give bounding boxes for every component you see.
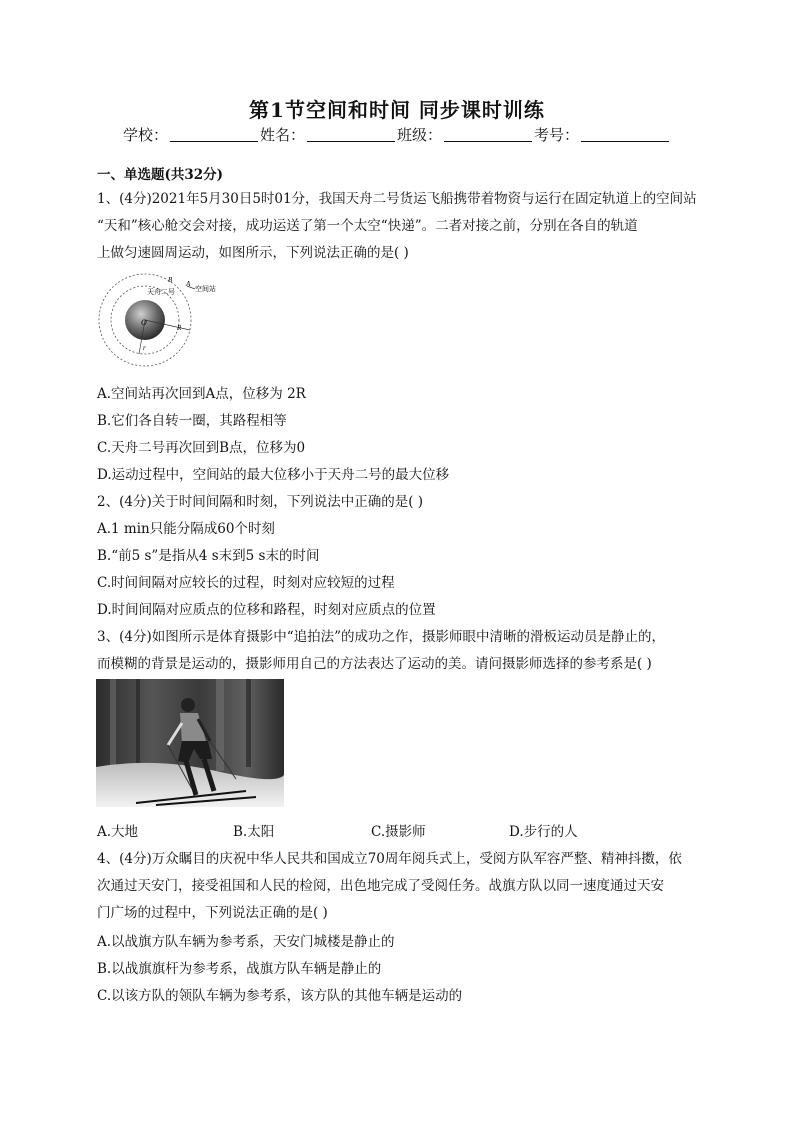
q4-option-b[interactable]: B.以战旗旗杆为参考系，战旗方队车辆是静止的 xyxy=(97,961,382,977)
label-B: B xyxy=(168,276,173,284)
name-label: 姓名： xyxy=(259,126,305,144)
name-blank[interactable] xyxy=(307,127,395,142)
section-title: 一、单选题(共32分) xyxy=(97,167,224,183)
q1-option-c[interactable]: C.天舟二号再次回到B点，位移为0 xyxy=(97,440,306,456)
q2-stem: 2、(4分)关于时间间隔和时刻，下列说法中正确的是( ) xyxy=(97,494,424,510)
school-blank[interactable] xyxy=(170,127,258,142)
class-label: 班级： xyxy=(397,126,443,144)
label-tianzhou: 天舟二号 xyxy=(147,288,175,296)
q3-option-c[interactable]: C.摄影师 xyxy=(371,824,426,840)
label-r: r xyxy=(143,344,146,352)
q4-option-a[interactable]: A.以战旗方队车辆为参考系，天安门城楼是静止的 xyxy=(97,934,395,950)
q1-option-b[interactable]: B.它们各自转一圈，其路程相等 xyxy=(97,413,287,429)
q4-stem-line-3: 门广场的过程中，下列说法正确的是( ) xyxy=(97,905,328,921)
label-R: R xyxy=(177,324,182,332)
skier-photo xyxy=(96,679,284,807)
q2-option-b[interactable]: B.“前5 s”是指从4 s末到5 s末的时间 xyxy=(97,548,320,564)
exam-number-blank[interactable] xyxy=(581,127,669,142)
q2-option-c[interactable]: C.时间间隔对应较长的过程，时刻对应较短的过程 xyxy=(97,575,395,591)
q1-stem-line-2: “天和”核心舱交会对接，成功运送了第一个太空“快递”。二者对接之前，分别在各自的轨道 xyxy=(97,218,638,234)
q4-stem-line-2: 次通过天安门，接受祖国和人民的检阅，出色地完成了受阅任务。战旗方队以同一速度通过天安 xyxy=(97,878,664,894)
label-station: 空间站 xyxy=(195,285,216,293)
q1-stem-line-1: 1、(4分)2021年5月30日5时01分，我国天舟二号货运飞船携带着物资与运行在固定轨道上的空间站 xyxy=(97,191,697,207)
q2-option-d[interactable]: D.时间间隔对应质点的位移和路程，时刻对应质点的位置 xyxy=(97,602,436,618)
q2-option-a[interactable]: A.1 min只能分隔成60个时刻 xyxy=(97,521,275,537)
q3-option-d[interactable]: D.步行的人 xyxy=(509,824,578,840)
q3-stem-line-2: 而模糊的背景是运动的，摄影师用自己的方法表达了运动的美。请问摄影师选择的参考系是( ) xyxy=(97,656,652,672)
q1-option-a[interactable]: A.空间站再次回到A点，位移为 2R xyxy=(97,386,306,402)
q3-option-b[interactable]: B.太阳 xyxy=(233,824,275,840)
orbit-diagram xyxy=(97,270,216,370)
q1-option-d[interactable]: D.运动过程中，空间站的最大位移小于天舟二号的最大位移 xyxy=(97,467,450,483)
q4-option-c[interactable]: C.以该方队的领队车辆为参考系，该方队的其他车辆是运动的 xyxy=(97,988,463,1004)
label-O: O xyxy=(141,318,147,327)
label-A: A xyxy=(186,280,191,288)
q3-option-a[interactable]: A.大地 xyxy=(97,824,139,840)
page-title: 第1节空间和时间 同步课时训练 xyxy=(249,98,545,122)
student-info-line xyxy=(0,124,794,145)
q3-stem-line-1: 3、(4分)如图所示是体育摄影中“追拍法”的成功之作，摄影师眼中清晰的滑板运动员是静止的， xyxy=(97,629,666,645)
q4-stem-line-1: 4、(4分)万众瞩目的庆祝中华人民共和国成立70周年阅兵式上，受阅方队军容严整、精神抖擞，依 xyxy=(97,851,682,867)
q1-stem-line-3: 上做匀速圆周运动，如图所示，下列说法正确的是( ) xyxy=(97,245,409,261)
school-label: 学校： xyxy=(122,126,168,144)
class-blank[interactable] xyxy=(444,127,532,142)
exam-number-label: 考号： xyxy=(534,126,580,144)
